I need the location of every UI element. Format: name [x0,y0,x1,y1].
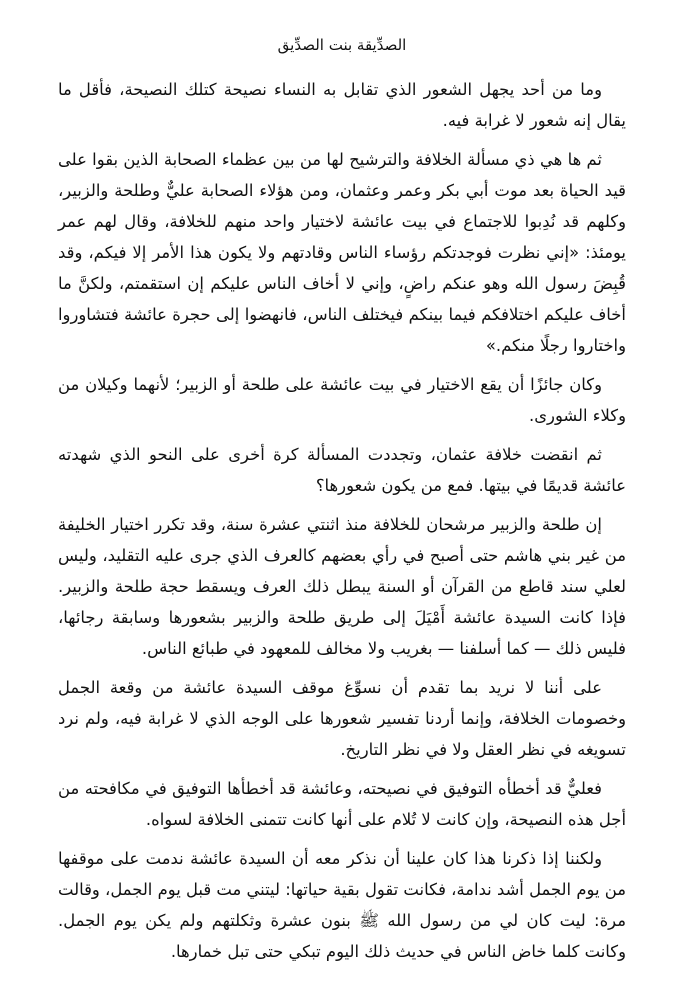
paragraph: ولكننا إذا ذكرنا هذا كان علينا أن نذكر معه أن السيدة عائشة ندمت على موقفها من يوم الجمل أشد ندامة، فكانت تقول بقية حياتها: ليتني مت قبل يوم الجمل، وقالت مرة: ليت كان لي من رسول الله ﷺ بنون عشرة وثكلتهم ولم يكن يوم الجمل. وكانت كلما خاض الناس في حديث ذلك اليوم تبكي حتى تبل خمارها. [58,849,626,961]
paragraph: إن طلحة والزبير مرشحان للخلافة منذ اثنتي عشرة سنة، وقد تكرر اختيار الخليفة من غير بني هاشم حتى أصبح في رأي بعضهم كالعرف الذي جرى عليه التقليد، وليس لعلي سند قاطع من القرآن أو السنة يبطل ذلك العرف ويسقط حجة طلحة والزبير. فإذا كانت السيدة عائشة أَمْيَلَ إلى طريق طلحة والزبير بشعورها وسابقة رجائها، فليس ذلك — كما أسلفنا — بغريب ولا مخالف للمعهود في طبائع الناس. [58,515,626,658]
paragraph: ثم انقضت خلافة عثمان، وتجددت المسألة كرة أخرى على النحو الذي شهدته عائشة قديمًا في بيتها. فمع من يكون شعورها؟ [58,445,626,495]
paragraph: وما من أحد يجهل الشعور الذي تقابل به النساء نصيحة كتلك النصيحة، فأقل ما يقال إنه شعور لا غرابة فيه. [58,80,626,130]
paragraph: وكان جائزًا أن يقع الاختيار في بيت عائشة على طلحة أو الزبير؛ لأنهما وكيلان من وكلاء الشورى. [58,375,626,425]
paragraph: فعليٌّ قد أخطأه التوفيق في نصيحته، وعائشة قد أخطأها التوفيق في مكافحته من أجل هذه النصيحة، وإن كانت لا تُلام على أنها كانت تتمنى الخلافة لسواه. [58,779,626,829]
paragraph: على أننا لا نريد بما تقدم أن نسوِّغ موقف السيدة عائشة من وقعة الجمل وخصومات الخلافة، وإنما أردنا تفسير شعورها على الوجه الذي لا غرابة فيه، ولم نرد تسويغه في نظر العقل ولا في نظر التاريخ. [58,678,626,759]
paragraph: ثم ها هي ذي مسألة الخلافة والترشيح لها من بين عظماء الصحابة الذين بقوا على قيد الحياة بعد موت أبي بكر وعمر وعثمان، ومن هؤلاء الصحابة عليٌّ وطلحة والزبير، وكلهم قد نُدِبوا للاجتماع في بيت عائشة لاختيار واحد منهم للخلافة، وقال لهم عمر يومئذ: «إني نظرت فوجدتكم رؤساء الناس وقادتهم ولا يكون هذا الأمر إلا فيكم، وقد قُبِضَ رسول الله وهو عنكم راضٍ، وإني لا أخاف الناس عليكم إن استقمتم، ولكنَّ ما أخاف عليكم اختلافكم فيما بينكم فيختلف الناس، فانهضوا إلى حجرة عائشة فتشاوروا واختاروا رجلًا منكم.» [58,150,626,355]
running-header: الصدِّيقة بنت الصدِّيق [277,36,407,54]
body-text [58,74,626,967]
